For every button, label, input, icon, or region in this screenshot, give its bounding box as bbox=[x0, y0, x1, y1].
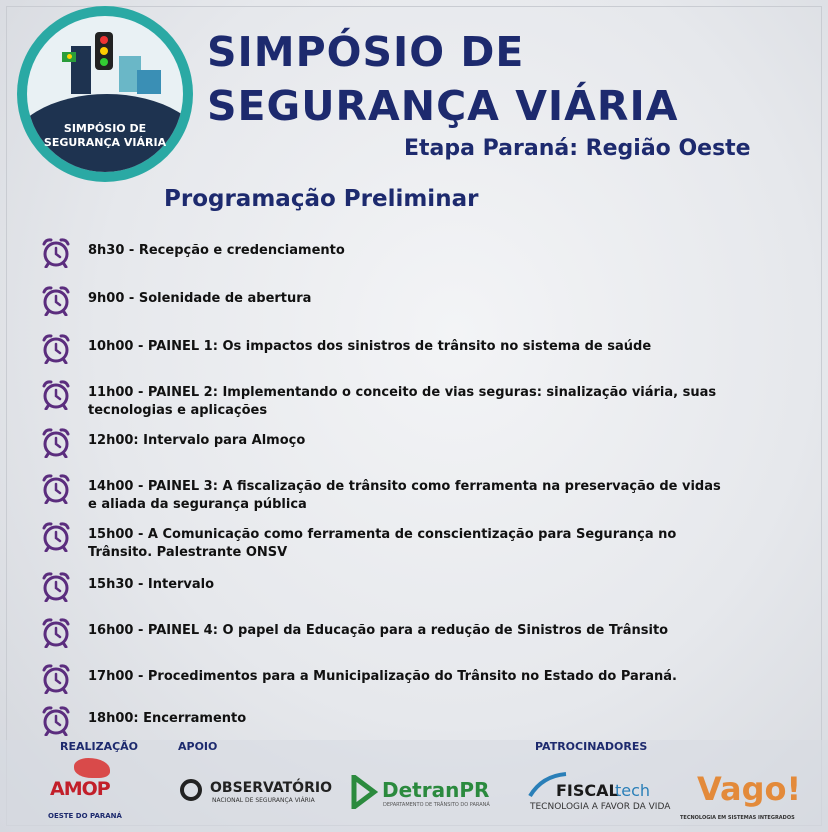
alarm-clock-icon bbox=[40, 284, 72, 316]
schedule-item-text: 8h30 - Recepção e credenciamento bbox=[88, 243, 345, 258]
detran-subtext: DEPARTAMENTO DE TRÂNSITO DO PARANÁ bbox=[383, 802, 490, 808]
fiscaltech-subtext: TECNOLOGIA A FAVOR DA VIDA bbox=[530, 802, 671, 812]
amop-text: AMOP bbox=[50, 778, 110, 800]
title-line-2: SEGURANÇA VIÁRIA bbox=[207, 82, 679, 130]
vago-text: Vago! bbox=[697, 770, 802, 808]
schedule-item-text: 10h00 - PAINEL 1: Os impactos dos sinistros de trânsito no sistema de saúde bbox=[88, 339, 652, 354]
schedule-item-text: 12h00: Intervalo para Almoço bbox=[88, 433, 306, 448]
observatorio-text: OBSERVATÓRIO bbox=[210, 780, 332, 796]
alarm-clock-icon bbox=[40, 236, 72, 268]
alarm-clock-icon bbox=[40, 472, 72, 504]
alarm-clock-icon bbox=[40, 704, 72, 736]
alarm-clock-icon bbox=[40, 378, 72, 410]
vago-subtext: TECNOLOGIA EM SISTEMAS INTEGRADOS bbox=[680, 815, 795, 821]
observatorio-subtext: NACIONAL DE SEGURANÇA VIÁRIA bbox=[212, 797, 315, 804]
alarm-clock-icon bbox=[40, 426, 72, 458]
apoio-label: APOIO bbox=[178, 740, 218, 753]
title-line-1: SIMPÓSIO DE bbox=[207, 28, 525, 76]
schedule-item-text: 9h00 - Solenidade de abertura bbox=[88, 291, 312, 306]
schedule-item-text: 15h00 - A Comunicação como ferramenta de conscientização para Segurança no Trânsito. Palestrante ONSV bbox=[88, 527, 677, 560]
fiscaltech-text-2: tech bbox=[615, 781, 651, 800]
logo-line-1: SIMPÓSIO DE bbox=[63, 122, 147, 135]
schedule-item-text: 15h30 - Intervalo bbox=[88, 577, 215, 592]
detran-icon bbox=[350, 775, 378, 809]
schedule-item-text: 14h00 - PAINEL 3: A fiscalização de trânsito como ferramenta na preservação de vidas e aliada da segurança pública bbox=[88, 479, 721, 512]
observatorio-icon bbox=[180, 779, 202, 801]
fiscaltech-text-1: FISCAL bbox=[556, 781, 619, 800]
schedule-item-text: 11h00 - PAINEL 2: Implementando o conceito de vias seguras: sinalização viária, suas tecnologias e aplicações bbox=[88, 385, 717, 418]
patrocinadores-label: PATROCINADORES bbox=[535, 740, 648, 753]
subtitle: Etapa Paraná: Região Oeste bbox=[404, 136, 751, 161]
amop-subtext: OESTE DO PARANÁ bbox=[48, 812, 122, 820]
event-logo bbox=[17, 6, 193, 182]
page-title bbox=[207, 25, 678, 133]
alarm-clock-icon bbox=[40, 520, 72, 552]
program-heading: Programação Preliminar bbox=[164, 186, 479, 212]
realizacao-label: REALIZAÇÃO bbox=[60, 740, 139, 753]
alarm-clock-icon bbox=[40, 570, 72, 602]
logo-line-2: SEGURANÇA VIÁRIA bbox=[43, 136, 167, 149]
schedule-item-text: 16h00 - PAINEL 4: O papel da Educação para a redução de Sinistros de Trânsito bbox=[88, 623, 669, 638]
alarm-clock-icon bbox=[40, 616, 72, 648]
schedule-item-text: 18h00: Encerramento bbox=[88, 711, 247, 726]
schedule-item-text: 17h00 - Procedimentos para a Municipalização do Trânsito no Estado do Paraná. bbox=[88, 669, 677, 684]
detran-text: DetranPR bbox=[382, 778, 490, 802]
alarm-clock-icon bbox=[40, 332, 72, 364]
alarm-clock-icon bbox=[40, 662, 72, 694]
